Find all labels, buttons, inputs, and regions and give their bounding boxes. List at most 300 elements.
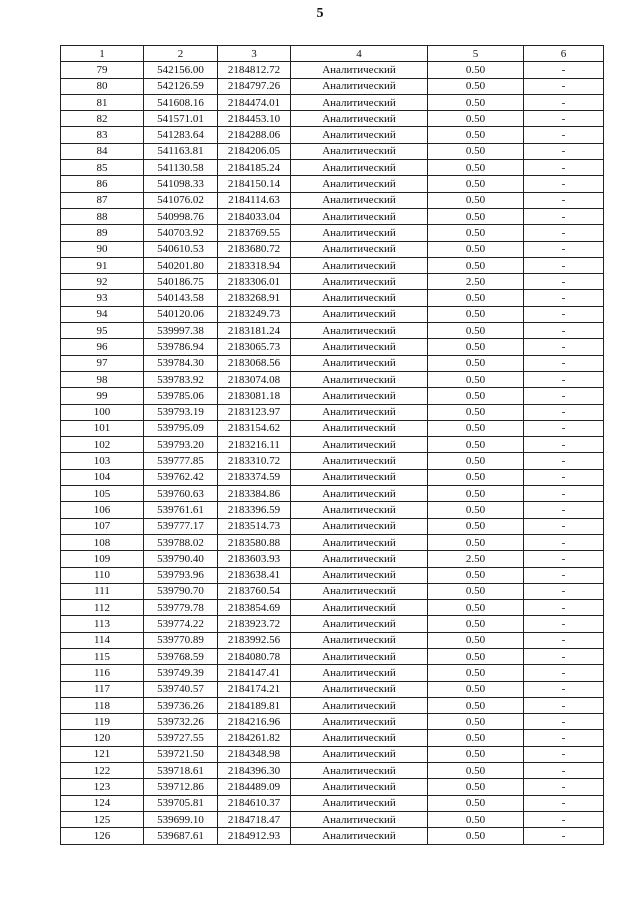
column-header: 1 [61,46,144,62]
table-cell: 119 [61,714,144,730]
table-cell: 0.50 [428,257,524,273]
table-cell: 0.50 [428,371,524,387]
table-cell: 2184610.37 [218,795,291,811]
table-cell: 540998.76 [144,208,218,224]
table-cell: Аналитический [291,502,428,518]
table-header-row [61,46,604,62]
table-cell: 542126.59 [144,78,218,94]
table-row [61,828,604,844]
table-cell: 2183680.72 [218,241,291,257]
table-row [61,469,604,485]
table-cell: 0.50 [428,534,524,550]
table-cell: - [524,453,604,469]
table-cell: 539721.50 [144,746,218,762]
table-cell: 107 [61,518,144,534]
table-cell: - [524,632,604,648]
table-cell: Аналитический [291,518,428,534]
table-cell: 2183216.11 [218,437,291,453]
table-row [61,795,604,811]
coordinates-table-container [60,45,603,845]
table-cell: 2184080.78 [218,648,291,664]
table-cell: 2184453.10 [218,111,291,127]
table-cell: 2184216.96 [218,714,291,730]
table-cell: 540610.53 [144,241,218,257]
table-cell: 2183760.54 [218,583,291,599]
table-cell: 0.50 [428,811,524,827]
table-cell: Аналитический [291,388,428,404]
table-cell: 2184261.82 [218,730,291,746]
table-cell: 0.50 [428,567,524,583]
table-cell: 0.50 [428,518,524,534]
table-row [61,388,604,404]
table-cell: 539795.09 [144,420,218,436]
table-cell: 2183580.88 [218,534,291,550]
table-cell: 89 [61,225,144,241]
table-cell: 0.50 [428,176,524,192]
table-row [61,714,604,730]
table-cell: 109 [61,551,144,567]
table-row [61,502,604,518]
table-cell: 2183992.56 [218,632,291,648]
table-cell: 113 [61,616,144,632]
table-cell: 124 [61,795,144,811]
table-cell: 539687.61 [144,828,218,844]
table-row [61,306,604,322]
table-cell: Аналитический [291,192,428,208]
table-cell: 0.50 [428,714,524,730]
table-cell: 0.50 [428,795,524,811]
table-cell: 104 [61,469,144,485]
table-cell: - [524,795,604,811]
table-row [61,567,604,583]
table-cell: - [524,469,604,485]
table-row [61,176,604,192]
table-cell: 0.50 [428,648,524,664]
table-cell: 0.50 [428,779,524,795]
table-cell: - [524,763,604,779]
table-cell: 541608.16 [144,94,218,110]
table-cell: 88 [61,208,144,224]
table-cell: - [524,404,604,420]
table-cell: 95 [61,323,144,339]
table-cell: Аналитический [291,62,428,78]
table-cell: 0.50 [428,127,524,143]
table-cell: 539790.40 [144,551,218,567]
table-cell: Аналитический [291,648,428,664]
table-row [61,241,604,257]
table-cell: - [524,371,604,387]
table-row [61,534,604,550]
table-cell: 539777.85 [144,453,218,469]
table-cell: 2183181.24 [218,323,291,339]
table-row [61,632,604,648]
table-cell: 126 [61,828,144,844]
table-cell: Аналитический [291,795,428,811]
table-row [61,746,604,762]
table-cell: 2183065.73 [218,339,291,355]
table-row [61,160,604,176]
table-cell: 115 [61,648,144,664]
table-row [61,486,604,502]
table-row [61,811,604,827]
table-cell: 2184348.98 [218,746,291,762]
table-cell: 102 [61,437,144,453]
table-row [61,111,604,127]
table-cell: - [524,339,604,355]
table-cell: Аналитический [291,371,428,387]
table-cell: 111 [61,583,144,599]
table-cell: 100 [61,404,144,420]
table-cell: 539785.06 [144,388,218,404]
table-cell: - [524,111,604,127]
table-cell: 0.50 [428,111,524,127]
table-cell: Аналитический [291,779,428,795]
table-row [61,648,604,664]
table-cell: Аналитический [291,176,428,192]
table-cell: 541130.58 [144,160,218,176]
table-cell: Аналитический [291,143,428,159]
table-cell: 0.50 [428,420,524,436]
table-cell: 106 [61,502,144,518]
table-cell: 2.50 [428,274,524,290]
table-cell: 94 [61,306,144,322]
table-cell: 0.50 [428,290,524,306]
table-cell: - [524,437,604,453]
table-cell: 0.50 [428,453,524,469]
table-cell: 82 [61,111,144,127]
table-cell: 101 [61,420,144,436]
table-cell: Аналитический [291,127,428,143]
table-row [61,665,604,681]
table-cell: 540186.75 [144,274,218,290]
table-cell: Аналитический [291,551,428,567]
table-cell: - [524,551,604,567]
table-cell: - [524,697,604,713]
table-cell: 96 [61,339,144,355]
table-cell: - [524,94,604,110]
table-row [61,62,604,78]
table-row [61,697,604,713]
table-cell: Аналитический [291,453,428,469]
table-row [61,730,604,746]
table-cell: 539779.78 [144,600,218,616]
table-cell: 2183074.08 [218,371,291,387]
table-cell: Аналитический [291,274,428,290]
table-cell: 0.50 [428,388,524,404]
column-header: 6 [524,46,604,62]
table-cell: - [524,355,604,371]
table-row [61,518,604,534]
table-cell: 539783.92 [144,371,218,387]
table-cell: 539749.39 [144,665,218,681]
table-cell: 98 [61,371,144,387]
table-cell: 99 [61,388,144,404]
table-cell: 0.50 [428,404,524,420]
table-cell: 97 [61,355,144,371]
table-cell: - [524,730,604,746]
table-cell: 539718.61 [144,763,218,779]
table-cell: 103 [61,453,144,469]
table-cell: 2183514.73 [218,518,291,534]
table-cell: - [524,534,604,550]
table-cell: Аналитический [291,257,428,273]
table-cell: 2183769.55 [218,225,291,241]
table-cell: 2184189.81 [218,697,291,713]
table-cell: 539793.19 [144,404,218,420]
table-cell: 2184114.63 [218,192,291,208]
table-cell: 117 [61,681,144,697]
table-cell: 539793.20 [144,437,218,453]
table-body [61,62,604,844]
table-cell: 125 [61,811,144,827]
table-cell: 2183384.86 [218,486,291,502]
page-number: 5 [316,6,324,21]
table-cell: 0.50 [428,306,524,322]
table-cell: Аналитический [291,437,428,453]
table-row [61,583,604,599]
table-cell: 539997.38 [144,323,218,339]
table-cell: 0.50 [428,502,524,518]
table-cell: - [524,160,604,176]
table-cell: - [524,257,604,273]
table-cell: 121 [61,746,144,762]
table-cell: - [524,648,604,664]
table-row [61,404,604,420]
table-cell: 539699.10 [144,811,218,827]
table-cell: 541076.02 [144,192,218,208]
table-cell: 0.50 [428,681,524,697]
coordinates-table [60,45,604,845]
table-cell: Аналитический [291,290,428,306]
table-cell: - [524,583,604,599]
table-cell: 2184718.47 [218,811,291,827]
table-cell: Аналитический [291,339,428,355]
table-cell: 2183306.01 [218,274,291,290]
table-cell: Аналитический [291,306,428,322]
table-cell: 87 [61,192,144,208]
table-cell: 2.50 [428,551,524,567]
column-header: 5 [428,46,524,62]
table-row [61,192,604,208]
table-cell: - [524,811,604,827]
table-cell: Аналитический [291,355,428,371]
table-cell: 0.50 [428,62,524,78]
table-cell: 0.50 [428,583,524,599]
table-row [61,208,604,224]
column-header: 3 [218,46,291,62]
table-cell: 539784.30 [144,355,218,371]
table-row [61,94,604,110]
table-cell: Аналитический [291,697,428,713]
table-cell: 0.50 [428,78,524,94]
table-cell: 2184474.01 [218,94,291,110]
table-cell: - [524,208,604,224]
table-cell: 540201.80 [144,257,218,273]
table-cell: 539790.70 [144,583,218,599]
table-row [61,779,604,795]
table-cell: 116 [61,665,144,681]
table-cell: - [524,518,604,534]
table-cell: Аналитический [291,746,428,762]
table-cell: 0.50 [428,355,524,371]
table-cell: 2183923.72 [218,616,291,632]
table-cell: - [524,323,604,339]
table-cell: Аналитический [291,323,428,339]
table-cell: 79 [61,62,144,78]
table-cell: 90 [61,241,144,257]
table-cell: 2184288.06 [218,127,291,143]
table-row [61,225,604,241]
table-cell: Аналитический [291,714,428,730]
table-cell: 2183603.93 [218,551,291,567]
table-cell: - [524,143,604,159]
table-cell: - [524,681,604,697]
table-cell: 539740.57 [144,681,218,697]
table-cell: 0.50 [428,469,524,485]
table-cell: 91 [61,257,144,273]
table-cell: 118 [61,697,144,713]
table-row [61,420,604,436]
table-cell: Аналитический [291,828,428,844]
table-cell: Аналитический [291,208,428,224]
table-cell: - [524,388,604,404]
table-cell: 2183638.41 [218,567,291,583]
table-cell: 123 [61,779,144,795]
table-cell: Аналитический [291,94,428,110]
table-cell: 0.50 [428,828,524,844]
table-cell: - [524,127,604,143]
table-cell: 108 [61,534,144,550]
table-row [61,323,604,339]
table-cell: 2183249.73 [218,306,291,322]
table-cell: 0.50 [428,241,524,257]
table-cell: 85 [61,160,144,176]
table-row [61,453,604,469]
table-cell: 86 [61,176,144,192]
table-cell: - [524,192,604,208]
table-cell: 105 [61,486,144,502]
table-cell: - [524,241,604,257]
table-cell: Аналитический [291,567,428,583]
table-cell: Аналитический [291,225,428,241]
table-cell: Аналитический [291,111,428,127]
table-cell: 84 [61,143,144,159]
table-cell: 0.50 [428,437,524,453]
table-cell: 2184174.21 [218,681,291,697]
table-cell: 2184797.26 [218,78,291,94]
table-cell: 541098.33 [144,176,218,192]
table-cell: - [524,600,604,616]
table-cell: 0.50 [428,763,524,779]
column-header: 4 [291,46,428,62]
table-row [61,143,604,159]
table-cell: 83 [61,127,144,143]
table-row [61,551,604,567]
table-row [61,371,604,387]
table-cell: 2183310.72 [218,453,291,469]
table-cell: - [524,420,604,436]
table-cell: Аналитический [291,78,428,94]
table-cell: - [524,616,604,632]
table-cell: 93 [61,290,144,306]
table-cell: Аналитический [291,730,428,746]
table-cell: 2184206.05 [218,143,291,159]
table-row [61,355,604,371]
table-cell: 2183854.69 [218,600,291,616]
table-row [61,600,604,616]
table-cell: 80 [61,78,144,94]
table-cell: 2184150.14 [218,176,291,192]
table-cell: 0.50 [428,746,524,762]
table-row [61,127,604,143]
table-cell: 0.50 [428,339,524,355]
table-cell: 539774.22 [144,616,218,632]
table-cell: 122 [61,763,144,779]
table-cell: - [524,306,604,322]
table-cell: - [524,779,604,795]
table-cell: 542156.00 [144,62,218,78]
table-cell: Аналитический [291,616,428,632]
table-cell: - [524,176,604,192]
table-cell: Аналитический [291,600,428,616]
table-cell: - [524,714,604,730]
table-cell: - [524,62,604,78]
table-row [61,616,604,632]
table-cell: Аналитический [291,486,428,502]
table-cell: 541163.81 [144,143,218,159]
table-cell: 540143.58 [144,290,218,306]
table-cell: 2184912.93 [218,828,291,844]
table-cell: 0.50 [428,616,524,632]
table-cell: 81 [61,94,144,110]
table-cell: - [524,828,604,844]
table-row [61,274,604,290]
table-cell: Аналитический [291,665,428,681]
table-cell: 110 [61,567,144,583]
table-cell: - [524,746,604,762]
table-cell: Аналитический [291,763,428,779]
table-cell: Аналитический [291,420,428,436]
table-cell: 0.50 [428,143,524,159]
table-cell: 0.50 [428,208,524,224]
table-cell: 541571.01 [144,111,218,127]
table-cell: 2183396.59 [218,502,291,518]
table-cell: 114 [61,632,144,648]
table-cell: - [524,486,604,502]
table-cell: 539777.17 [144,518,218,534]
table-cell: 0.50 [428,192,524,208]
table-cell: 541283.64 [144,127,218,143]
table-cell: 539788.02 [144,534,218,550]
table-cell: 0.50 [428,632,524,648]
table-cell: 0.50 [428,697,524,713]
table-cell: 2183154.62 [218,420,291,436]
table-cell: 539793.96 [144,567,218,583]
table-cell: 0.50 [428,600,524,616]
table-cell: 0.50 [428,665,524,681]
table-cell: - [524,665,604,681]
table-cell: 0.50 [428,160,524,176]
table-cell: Аналитический [291,811,428,827]
table-row [61,437,604,453]
table-cell: 92 [61,274,144,290]
table-cell: Аналитический [291,583,428,599]
table-cell: 2184185.24 [218,160,291,176]
table-row [61,681,604,697]
table-cell: - [524,78,604,94]
table-cell: - [524,290,604,306]
table-cell: 539760.63 [144,486,218,502]
